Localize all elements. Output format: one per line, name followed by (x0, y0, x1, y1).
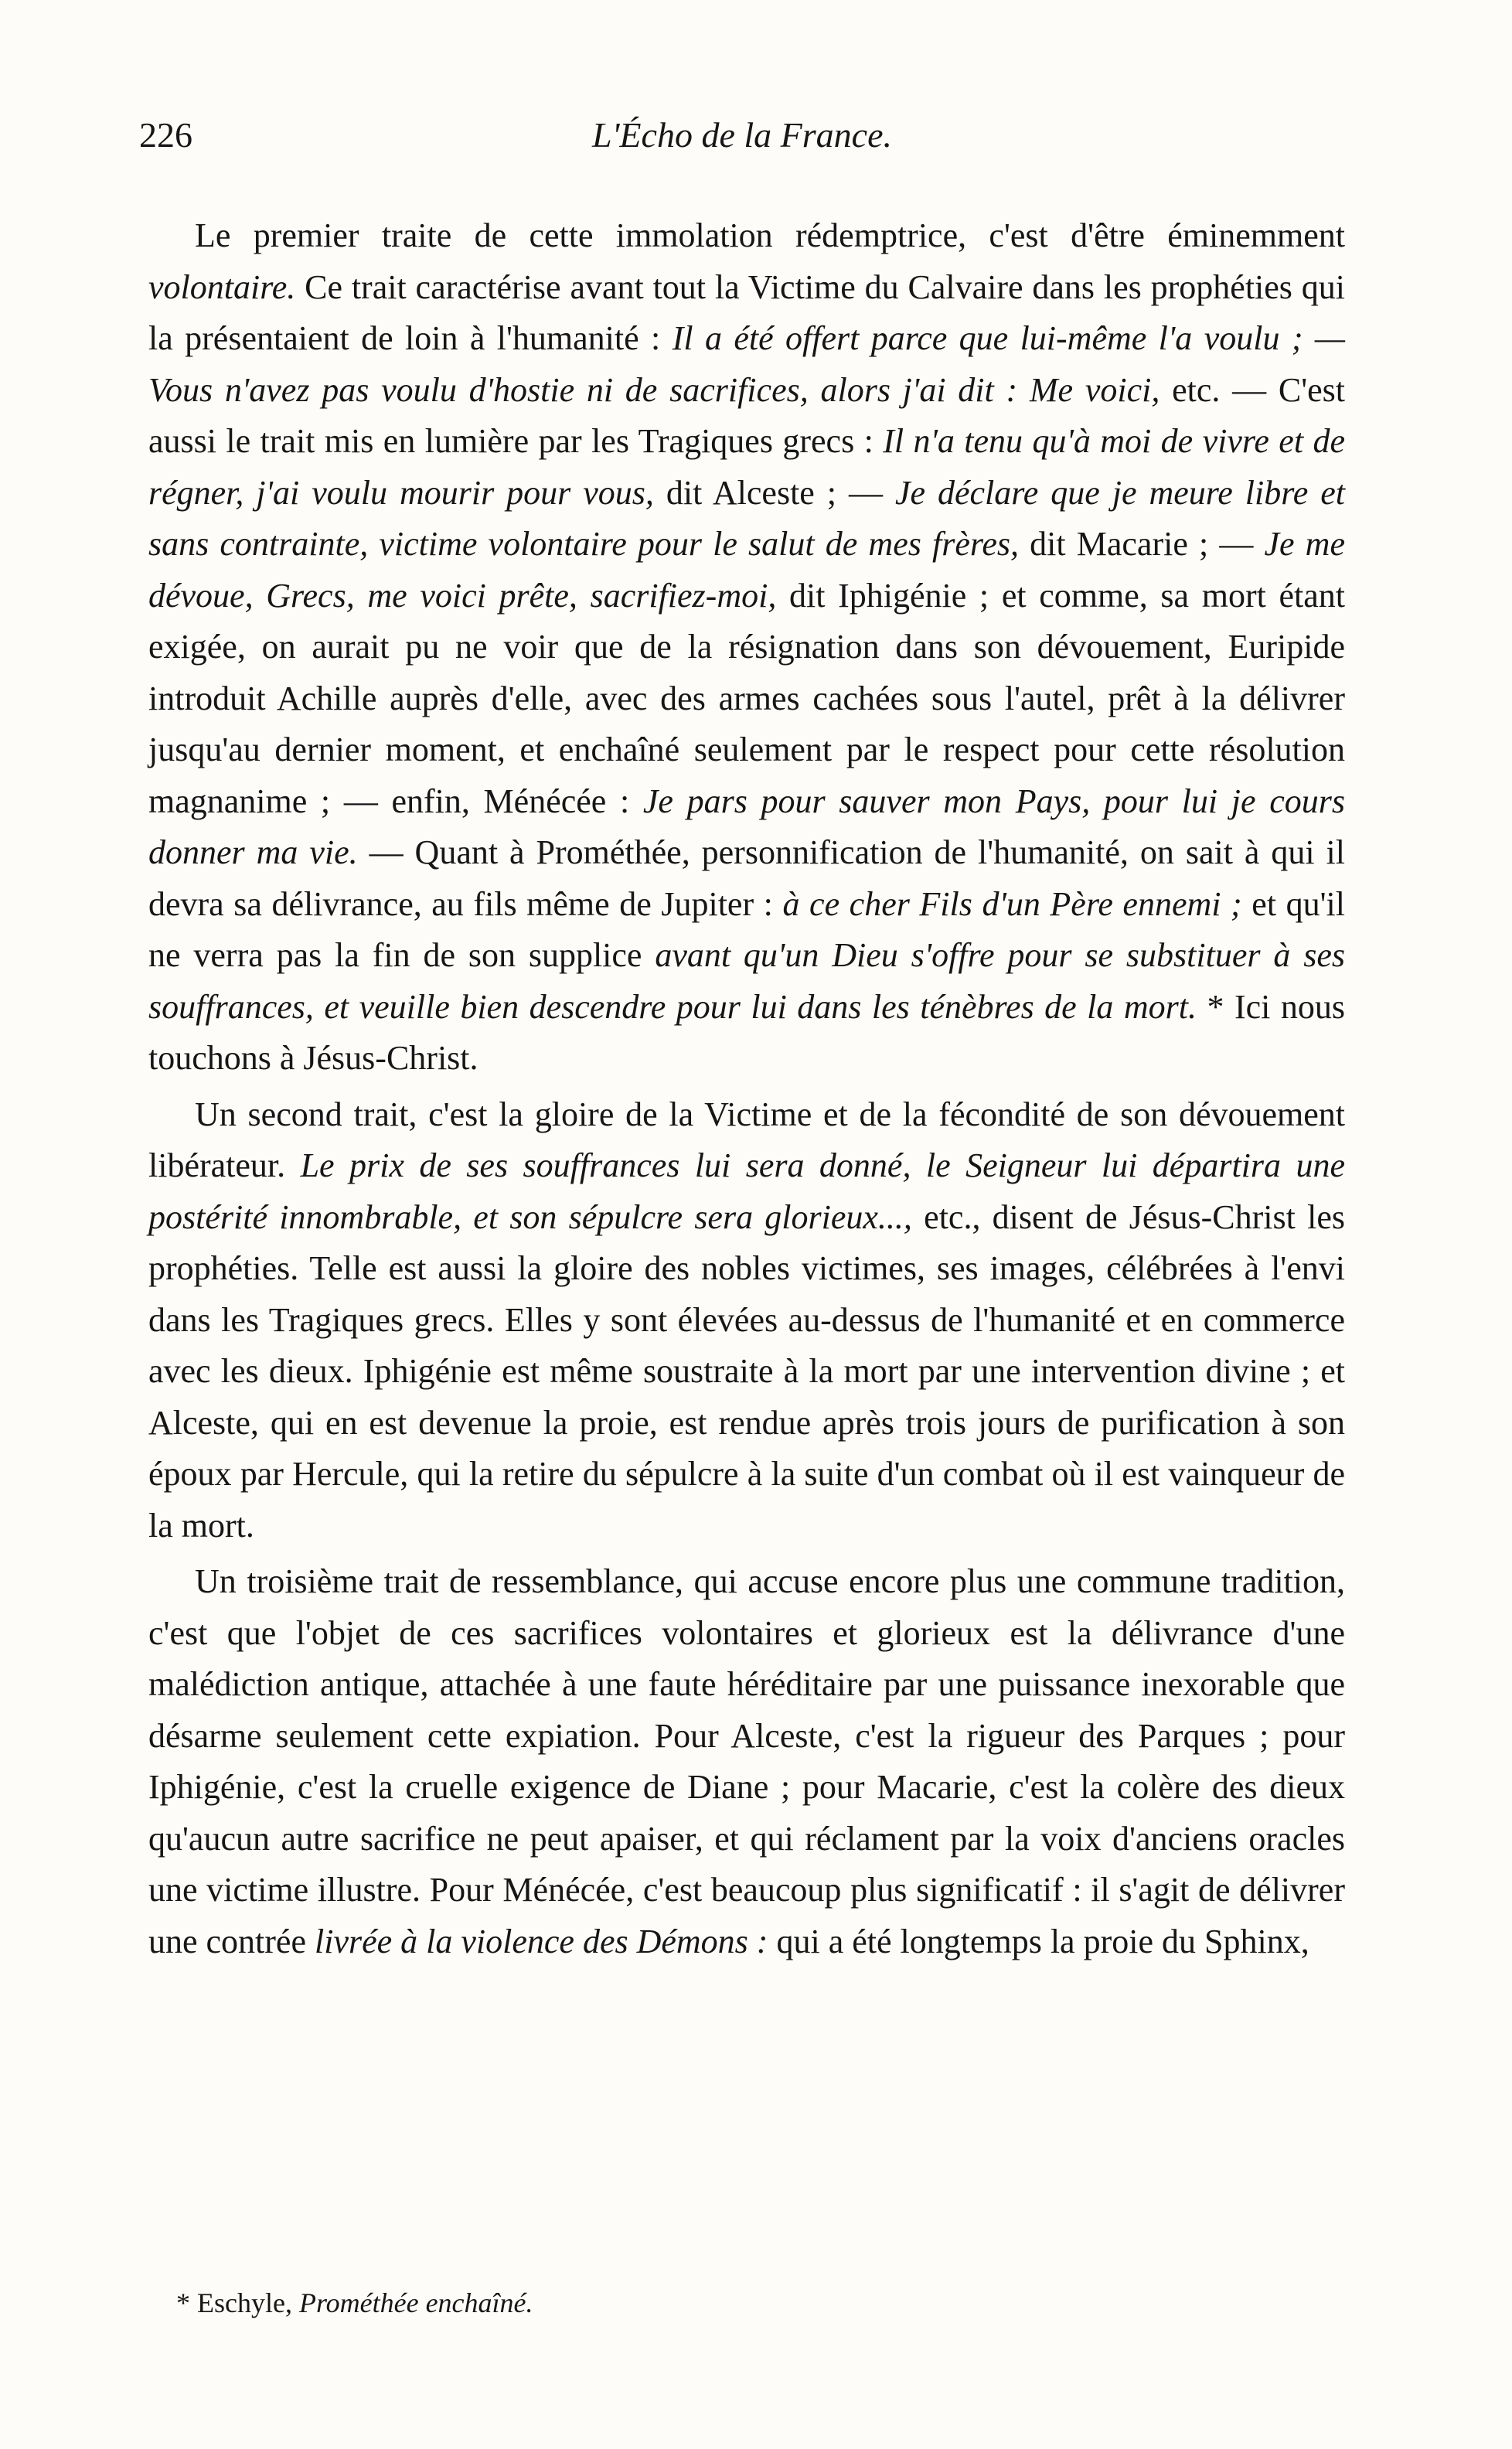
text-segment: Je me dévoue, Grecs, me voici prête, sacrifiez-moi, (148, 525, 1345, 615)
footnote (176, 2287, 533, 2319)
text-segment: Le prix de ses souffrances lui sera donné, le Seigneur lui départira une postérité innombrable, et son sépulcre sera glorieux..., (148, 1146, 1345, 1236)
text-segment: etc., disent de Jésus-Christ les prophéties. Telle est aussi la gloire des nobles victimes, ses images, célébrées à l'envi dans les Tragiques grecs. Elles y sont élevées au-dessus de l'humanité et en commerce avec les dieux. Iphigénie est même soustraite à la mort par une intervention divine ; et Alceste, qui en est devenue la proie, est rendue après trois jours de purification à son époux par Hercule, qui la retire du sépulcre à la suite d'un combat où il est vainqueur de la mort. (148, 1197, 1345, 1545)
text-segment: qui a été longtemps la proie du Sphinx, (768, 1922, 1309, 1960)
text-segment: livrée à la violence des Démons : (315, 1922, 768, 1960)
text-segment: dit Iphigénie ; et comme, sa mort étant exigée, on aurait pu ne voir que de la résignation dans son dévouement, Euripide introduit Achille auprès d'elle, avec des armes cachées sous l'autel, prêt à la délivrer jusqu'au dernier moment, et enchaîné seulement par le respect pour cette résolution magnanime ; — enfin, Ménécée : (148, 576, 1345, 820)
paragraph-3 (148, 1556, 1345, 1967)
text-segment: dit Macarie ; — (1019, 525, 1265, 563)
text-segment: Il n'a tenu qu'à moi de vivre et de régner, j'ai voulu mourir pour vous, (148, 422, 1345, 512)
text-segment: Il a été offert parce que lui-même l'a voulu ; — Vous n'avez pas voulu d'hostie ni de sacrifices, alors j'ai dit : Me voici, (148, 319, 1345, 409)
text-segment: * Ici nous touchons à Jésus-Christ. (148, 987, 1345, 1077)
text-segment: à ce cher Fils d'un Père ennemi ; (782, 884, 1242, 923)
paragraph-2 (148, 1089, 1345, 1552)
page-number: 226 (139, 115, 192, 155)
text-segment: Le premier traite de cette immolation rédemptrice, c'est d'être éminemment (195, 216, 1345, 254)
text-segment: Je pars pour sauver mon Pays, pour lui je cours donner ma vie. (148, 782, 1345, 871)
footnote-marker: * Eschyle, (176, 2287, 299, 2318)
text-segment: etc. — C'est aussi le trait mis en lumière par les Tragiques grecs : (148, 370, 1346, 460)
text-segment: dit Alceste ; — (653, 473, 895, 512)
footnote-work-title: Prométhée enchaîné. (298, 2287, 533, 2318)
page-header (139, 114, 1345, 169)
paragraph-1 (148, 210, 1345, 1085)
body-text (148, 210, 1345, 1972)
text-segment: volontaire. (148, 267, 296, 306)
text-segment: et qu'il ne verra pas la fin de son supplice (148, 884, 1345, 974)
text-segment: Je déclare que je meure libre et sans contrainte, victime volontaire pour le salut de mes frères, (148, 473, 1345, 563)
text-segment: Un troisième trait de ressemblance, qui accuse encore plus une commune tradition, c'est que l'objet de ces sacrifices volontaires et glorieux est la délivrance d'une malédiction antique, attachée à une faute héréditaire par une puissance inexorable que désarme seulement cette expiation. Pour Alceste, c'est la rigueur des Parques ; pour Iphigénie, c'est la cruelle exigence de Diane ; pour Macarie, c'est la colère des dieux qu'aucun autre sacrifice ne peut apaiser, et qui réclament par la voix d'anciens oracles une victime illustre. Pour Ménécée, c'est beaucoup plus significatif : il s'agit de délivrer une contrée (148, 1562, 1345, 1960)
text-segment: — Quant à Prométhée, personnification de l'humanité, on sait à qui il devra sa délivrance, au fils même de Jupiter : (148, 833, 1345, 923)
running-title: L'Écho de la France. (592, 115, 892, 155)
text-segment: Un second trait, c'est la gloire de la Victime et de la fécondité de son dévouement libérateur. (148, 1095, 1345, 1184)
text-segment: avant qu'un Dieu s'offre pour se substituer à ses souffrances, et veuille bien descendre pour lui dans les ténèbres de la mort. (148, 936, 1345, 1026)
text-segment: Ce trait caractérise avant tout la Victime du Calvaire dans les prophéties qui la présentaient de loin à l'humanité : (148, 267, 1345, 357)
